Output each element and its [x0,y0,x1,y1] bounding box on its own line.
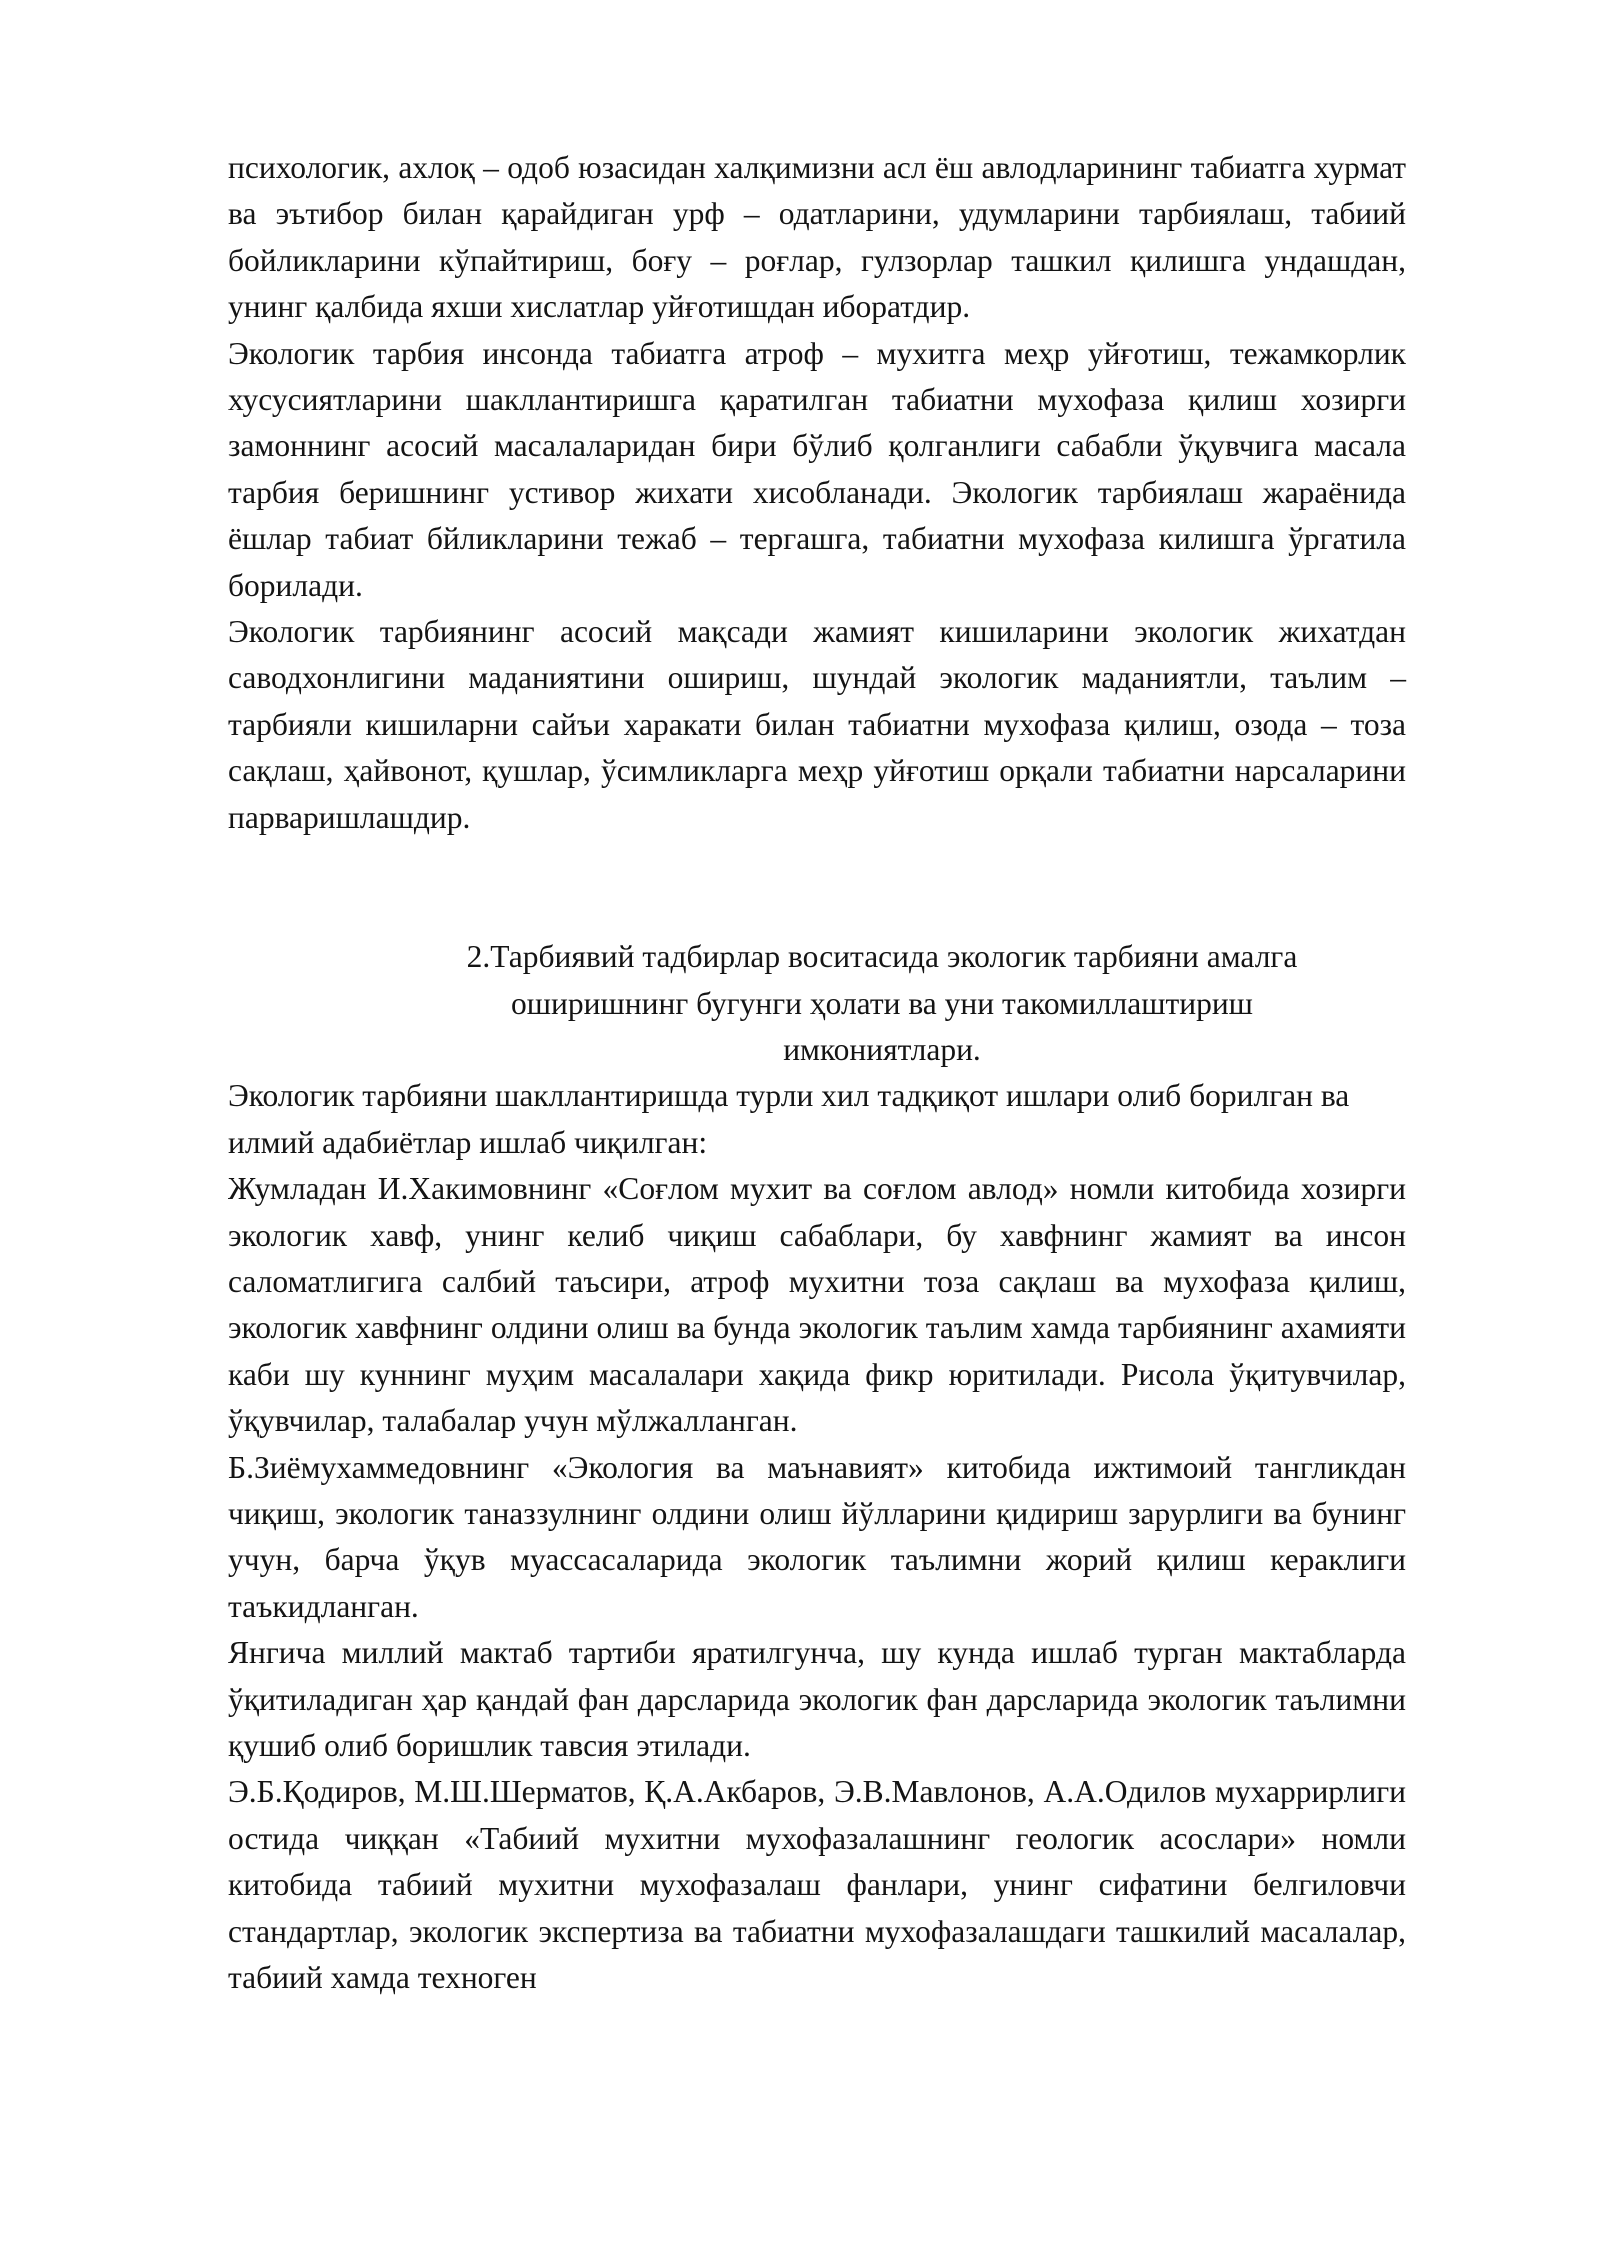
section-heading-line-1: 2.Тарбиявий тадбирлар воситасида экологик тарбияни амалга [466,939,1298,975]
section-heading-line-3: имкониятлари. [783,1031,981,1067]
paragraph-geology-book: Э.Б.Қодиров, М.Ш.Шерматов, Қ.А.Акбаров, Э.В.Мавлонов, А.А.Одилов мухаррирлиги остида чиққан «Табиий мухитни мухофазалашнинг геологик асослари» номли китобида табиий мухитни мухофазалаш фанлари, унинг сифатини белгиловчи стандартлар, экологик экспертиза ва табиатни мухофазалашдаги ташкилий масалалар, табиий хамда техноген [228,1774,1406,1996]
section-heading-line-2: оширишнинг бугунги ҳолати ва уни такомиллаштириш [511,985,1253,1021]
paragraph-research-intro: Экологик тарбияни шакллантиришда турли хил тадқиқот ишлари олиб борилган ва илмий адабиётлар ишлаб чиқилган: [228,1078,1350,1160]
section-heading [228,934,1406,1073]
paragraph-national-school: Янгича миллий мактаб тартиби яратилгунча, шу кунда ишлаб турган мактабларда ўқитиладиган ҳар қандай фан дарсларида экологик фан дарсларида экологик таълимни қушиб олиб боришлик тавсия этилади. [228,1635,1406,1763]
paragraph-ziyomukhammedov-book: Б.Зиёмухаммедовнинг «Экология ва маънавият» китобида ижтимоий тангликдан чиқиш, экологик таназзулнинг олдини олиш йўлларини қидириш зарурлиги ва бунинг учун, барча ўқув муассасаларида экологик таълимни жорий қилиш кераклиги таъкидланган. [228,1449,1406,1624]
paragraph-khakimov-book: Жумладан И.Хакимовнинг «Соғлом мухит ва соғлом авлод» номли китобида хозирги экологик хавф, унинг келиб чиқиш сабаблари, бу хавфнинг жамият ва инсон саломатлигига салбий таъсири, атроф мухитни тоза сақлаш ва мухофаза қилиш, экологик хавфнинг олдини олиш ва бунда экологик таълим хамда тарбиянинг ахамияти каби шу куннинг муҳим масалалари хақида фикр юритилади. Рисола ўқитувчилар, ўқувчилар, талабалар учун мўлжалланган. [228,1171,1406,1439]
document-page [228,145,1406,2001]
paragraph-ecological-goal: Экологик тарбиянинг асосий мақсади жамият кишиларини экологик жихатдан саводхонлигини маданиятини ошириш, шундай экологик маданиятли, таълим – тарбияли кишиларни сайъи харакати билан табиатни мухофаза қилиш, озода – тоза сақлаш, ҳайвонот, қушлар, ўсимликларга меҳр уйғотиш орқали табиатни нарсаларини парваришлашдир. [228,614,1406,835]
paragraph-upbringing-intro: психологик, ахлоқ – одоб юзасидан халқимизни асл ёш авлодларининг табиатга хурмат ва эътибор билан қарайдиган урф – одатларини, удумларини тарбиялаш, табиий бойликларини кўпайтириш, боғу – роғлар, гулзорлар ташкил қилишга ундашдан, унинг қалбида яхши хислатлар уйғотишдан иборатдир. [228,150,1406,325]
section-spacer [228,841,1406,934]
paragraph-ecological-upbringing: Экологик тарбия инсонда табиатга атроф – мухитга меҳр уйғотиш, тежамкорлик хусусиятларини шакллантиришга қаратилган табиатни мухофаза қилиш хозирги замоннинг асосий масалаларидан бири бўлиб қолганлиги сабабли ўқувчига масала тарбия беришнинг устивор жихати хисобланади. Экологик тарбиялаш жараёнида ёшлар табиат бйликларини тежаб – тергашга, табиатни мухофаза килишга ўргатила борилади. [228,335,1406,603]
